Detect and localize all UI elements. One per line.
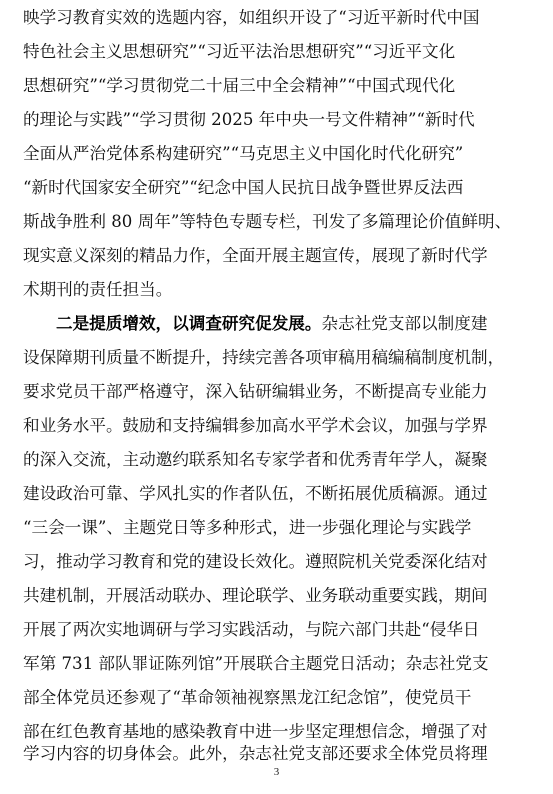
- paragraph-line: 思想研究”“学习贯彻党二十届三中全会精神”“中国式现代化: [23, 76, 456, 95]
- paragraph-line: 术期刊的责任担当。: [23, 280, 173, 299]
- section-heading: 二是提质增效，以调查研究促发展。: [56, 314, 322, 333]
- paragraph-line: 的深入交流，主动邀约联系知名专家学者和优秀青年学人，凝聚: [23, 450, 488, 469]
- paragraph-line: 现实意义深刻的精品力作，全面开展主题宣传，展现了新时代学: [23, 246, 488, 265]
- paragraph-line: 习，推动学习教育和党的建设长效化。遵照院机关党委深化结对: [23, 552, 488, 571]
- paragraph-line: 部在红色教育基地的感染教育中进一步坚定理想信念，增强了对: [23, 722, 488, 741]
- paragraph-line: 映学习教育实效的选题内容，如组织开设了“习近平新时代中国: [23, 8, 480, 27]
- paragraph-line: “新时代国家安全研究”“纪念中国人民抗日战争暨世界反法西: [23, 178, 464, 197]
- paragraph-line: 开展了两次实地调研与学习实践活动，与院六部门共赴“侵华日: [23, 620, 480, 639]
- paragraph-text: 杂志社党支部以制度建: [321, 314, 488, 333]
- paragraph-line: 要求党员干部严格遵守，深入钻研编辑业务，不断提高专业能力: [23, 382, 488, 401]
- paragraph-line: 斯战争胜利 80 周年”等特色专题专栏，刊发了多篇理论价值鲜明、: [23, 212, 512, 231]
- paragraph-line: 共建机制，开展活动联办、理论联学、业务联动重要实践，期间: [23, 586, 488, 605]
- paragraph-line: 学习内容的切身体会。此外，杂志社党支部还要求全体党员将理: [23, 744, 488, 763]
- paragraph-line: 部全体党员还参观了“革命领袖视察黑龙江纪念馆”，使党员干: [23, 688, 472, 707]
- paragraph-line: 建设政治可靠、学风扎实的作者队伍，不断拓展优质稿源。通过: [23, 484, 488, 503]
- paragraph-line: “三会一课”、主题党日等多种形式，进一步强化理论与实践学: [23, 518, 472, 537]
- paragraph-line: 全面从严治党体系构建研究”“马克思主义中国化时代化研究”: [23, 144, 464, 163]
- paragraph-line: 的理论与实践”“学习贯彻 2025 年中央一号文件精神”“新时代: [23, 110, 475, 129]
- paragraph-first-line: [56, 312, 534, 336]
- page-number: 3: [273, 766, 280, 778]
- paragraph-line: 特色社会主义思想研究”“习近平法治思想研究”“习近平文化: [23, 42, 456, 61]
- paragraph-line: 和业务水平。鼓励和支持编辑参加高水平学术会议，加强与学界: [23, 416, 488, 435]
- paragraph-line: 军第 731 部队罪证陈列馆”开展联合主题党日活动；杂志社党支: [23, 654, 489, 673]
- paragraph-line: 设保障期刊质量不断提升，持续完善各项审稿用稿编稿制度机制，: [23, 348, 505, 367]
